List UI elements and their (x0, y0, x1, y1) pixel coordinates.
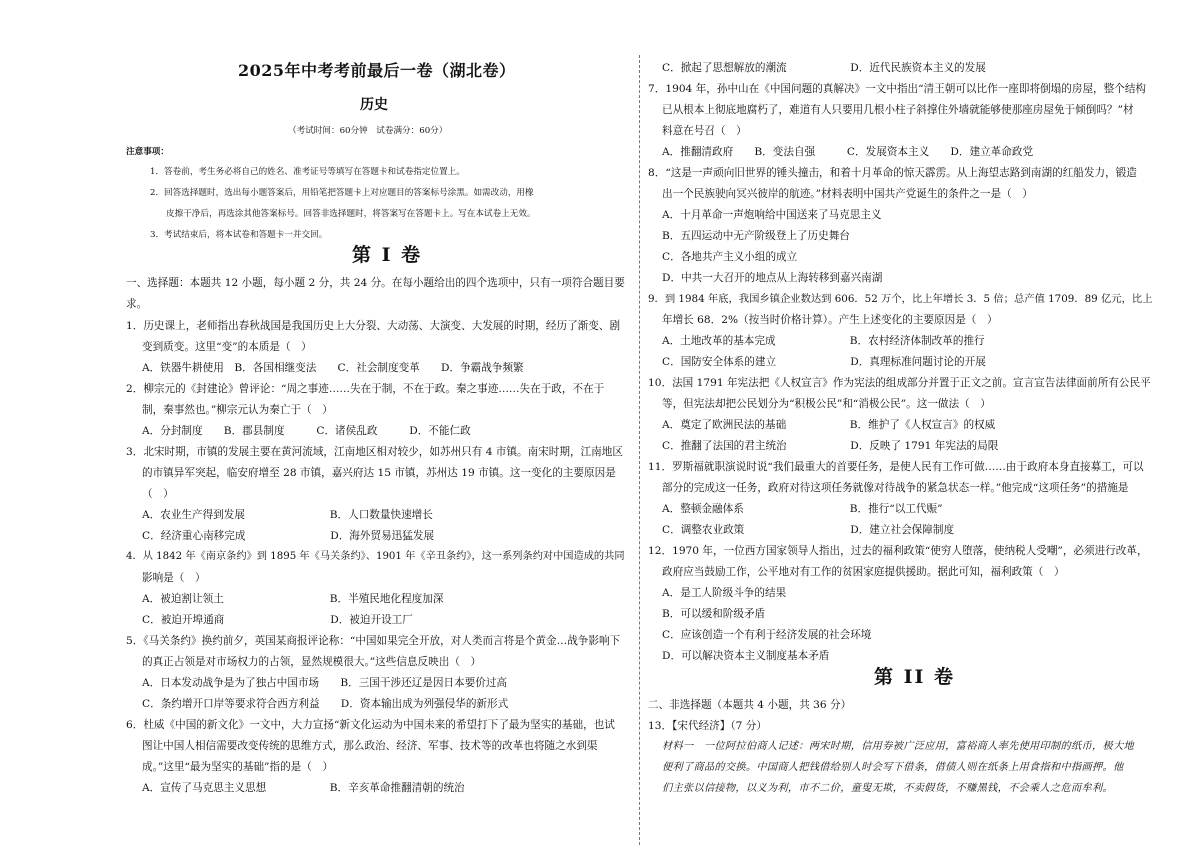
exam-subject: 历史 (360, 97, 388, 113)
q10-options: C．推翻了法国的君主统治 D．反映了 1791 年宪法的局限 (662, 440, 999, 452)
q1-stem: 1．历史课上，老师指出春秋战国是我国历史上大分裂、大动荡、大演变、大发展的时期，经历了渐变、剧 (126, 320, 621, 332)
q3-stem: 的市镇异军突起，临安府增至 28 市镇，嘉兴府达 15 市镇，苏州达 19 市镇。这一变化的主要原因是 (142, 467, 616, 479)
notice-item: 1．答卷前，考生务必将自己的姓名、准考证号等填写在答题卡和试卷指定位置上。 (150, 167, 465, 177)
q4-options: C．被迫开埠通商 D．被迫开设工厂 (142, 614, 413, 626)
part1-instruction: 求。 (126, 298, 148, 310)
q6-options: C．掀起了思想解放的潮流 D．近代民族资本主义的发展 (662, 62, 986, 74)
notice-item: 2．回答选择题时，选出每小题答案后，用铅笔把答题卡上对应题目的答案标号涂黑。如需改动，用橡 (150, 188, 534, 198)
q11-options: C．调整农业政策 D．建立社会保障制度 (662, 524, 955, 536)
q2-stem: 制，秦事然也。”柳宗元认为秦亡于（ ） (142, 404, 333, 416)
column-divider (639, 55, 640, 845)
q5-options: C．条约增开口岸等要求符合西方利益 D．资本输出成为列强侵华的新形式 (142, 698, 509, 710)
q10-stem: 10．法国 1791 年宪法把《人权宣言》作为宪法的组成部分并置于正文之前。宣言宣告法律面前所有公民平 (648, 377, 1151, 389)
q10-options: A．奠定了欧洲民法的基础 B．维护了《人权宣言》的权威 (662, 419, 996, 431)
q13-material: 便利了商品的交换。中国商人把钱借给别人时会写下借条，借债人则在纸条上用食指和中指画押。他 (662, 762, 1124, 773)
q13-material: 材料一 一位阿拉伯商人记述：两宋时期，信用券被广泛应用，富裕商人率先使用印制的纸币，极大地 (662, 741, 1134, 752)
q7-options: A．推翻清政府 B．变法自强 C．发展资本主义 D．建立革命政党 (662, 146, 1034, 158)
q8-stem: 8．“这是一声顽向旧世界的锤头撞击，和着十月革命的惊天霹雳。从上海望志路到南湖的红船发力，锻造 (648, 167, 1137, 179)
q9-options: A．土地改革的基本完成 B．农村经济体制改革的推行 (662, 335, 985, 347)
right-column (648, 0, 1158, 849)
q5-stem: 的真正占领是对市场权力的占领，显然规模很大。”这些信息反映出（ ） (142, 656, 482, 668)
part2-instruction: 二、非选择题（本题共 4 小题，共 36 分） (648, 699, 852, 711)
q7-stem: 7．1904 年，孙中山在《中国问题的真解决》一文中指出“清王朝可以比作一座即将倒塌的房屋，整个结构 (648, 83, 1147, 95)
q3-stem: （ ） (142, 488, 174, 500)
q3-stem: 3．北宋时期，市镇的发展主要在黄河流域，江南地区相对较少，如苏州只有 4 市镇。南宋时期，江南地区 (126, 446, 623, 458)
q7-stem: 料意在号召（ ） (662, 125, 747, 137)
q11-stem: 11．罗斯福就职演说时说“我们最重大的首要任务，是使人民有工作可做……由于政府本身直接募工，可以 (648, 461, 1144, 473)
exam-title: 2025年中考考前最后一卷（湖北卷） (238, 61, 516, 80)
q8-option: D．中共一大召开的地点从上海转移到嘉兴南湖 (662, 272, 883, 284)
q13-title: 13．【宋代经济】（7 分） (648, 720, 767, 732)
q6-stem: 成。”这里“最为坚实的基础”指的是（ ） (142, 761, 334, 773)
q2-options: A．分封制度 B．郡县制度 C．诸侯乱政 D．不能仁政 (142, 425, 471, 437)
q8-stem: 出一个民族驶向冥兴彼岸的航迹。”材料表明中国共产党诞生的条件之一是（ ） (662, 188, 1033, 200)
q1-options: A．铁器牛耕使用 B．各国相继变法 C．社会制度变革 D．争霸战争频繁 (142, 362, 524, 374)
q11-stem: 部分的完成这一任务，政府对待这项任务就像对待战争的紧急状态一样。”他完成“这项任务”的措施是 (662, 482, 1129, 494)
q4-stem: 影响是（ ） (142, 572, 206, 584)
q4-options: A．被迫割让领土 B．半殖民地化程度加深 (142, 593, 444, 605)
left-column (118, 0, 630, 849)
q9-options: C．国防安全体系的建立 D．真理标准问题讨论的开展 (662, 356, 986, 368)
notice-item: 3．考试结束后，将本试卷和答题卡一并交回。 (150, 230, 328, 240)
q6-options: A．宣传了马克思主义思想 B．辛亥革命推翻清朝的统治 (142, 782, 465, 794)
q12-option: D．可以解决资本主义制度基本矛盾 (662, 650, 830, 662)
q2-stem: 2．柳宗元的《封建论》曾评论：“周之事迹……失在于制，不在于政。秦之事迹……失在于政，不在于 (126, 383, 605, 395)
q12-option: B．可以缓和阶级矛盾 (662, 608, 766, 620)
q5-options: A．日本发动战争是为了独占中国市场 B．三国干涉还辽是因日本要价过高 (142, 677, 508, 689)
q8-option: B．五四运动中无产阶级登上了历史舞台 (662, 230, 850, 242)
part2-heading: 第 II 卷 (874, 666, 956, 688)
q6-stem: 6．杜威《中国的新文化》一文中，大力宣扬“新文化运动为中国未来的希望打下了最为坚实的基础，也试 (126, 719, 615, 731)
q3-options: A．农业生产得到发展 B．人口数量快速增长 (142, 509, 433, 521)
q12-option: C．应该创造一个有利于经济发展的社会环境 (662, 629, 872, 641)
q12-option: A．是工人阶级斗争的结果 (662, 587, 787, 599)
q7-stem: 已从根本上彻底地腐朽了，难道有人只要用几根小柱子斜撑住外墙就能够使那座房屋免于倾倒吗？”材 (662, 104, 1134, 116)
q4-stem: 4．从 1842 年《南京条约》到 1895 年《马关条约》、1901 年《辛丑条约》，这一系列条约对中国造成的共同 (126, 551, 625, 562)
part1-heading: 第 I 卷 (352, 244, 423, 266)
q8-option: C．各地共产主义小组的成立 (662, 251, 798, 263)
q1-stem: 变到质变。这里“变”的本质是（ ） (142, 341, 312, 353)
q11-options: A．整顿金融体系 B．推行“以工代赈” (662, 503, 943, 515)
q9-stem: 年增长 68．2%（按当时价格计算）。产生上述变化的主要原因是（ ） (662, 314, 998, 326)
q8-option: A．十月革命一声炮响给中国送来了马克思主义 (662, 209, 882, 221)
q9-stem: 9．到 1984 年底，我国乡镇企业数达到 606．52 万个，比上年增长 3．5 倍；总产值 1709．89 亿元，比上 (648, 293, 1153, 305)
q10-stem: 等，但宪法却把公民划分为“积极公民”和“消极公民”。这一做法（ ） (662, 398, 991, 410)
exam-info: （考试时间：60分钟 试卷满分：60分） (288, 126, 448, 136)
q5-stem: 5．《马关条约》换约前夕，英国某商报评论称：“中国如果完全开放，对人类而言将是个黄金…战争影响下 (126, 635, 621, 647)
q13-material: 们主张以信接物，以义为利，市不二价，童叟无欺，不卖假货，不赚黑钱，不会乘人之危而牟利。 (662, 783, 1113, 794)
q12-stem: 政府应当鼓励工作，公平地对有工作的贫困家庭提供援助。据此可知，福利政策（ ） (662, 566, 1065, 578)
notice-heading: 注意事项： (126, 147, 169, 157)
part1-instruction: 一、选择题：本题共 12 小题，每小题 2 分，共 24 分。在每小题给出的四个选项中，只有一项符合题目要 (126, 277, 625, 289)
q12-stem: 12．1970 年，一位西方国家领导人指出，过去的福利政策“使穷人堕落，使纳税人受嘲”，必须进行改革， (648, 545, 1148, 557)
q3-options: C．经济重心南移完成 D．海外贸易迅猛发展 (142, 530, 435, 542)
q6-stem: 图让中国人相信需要改变传统的思维方式，那么政治、经济、军事、技术等的改革也将随之水到渠 (142, 740, 598, 752)
notice-item: 皮擦干净后，再选涂其他答案标号。回答非选择题时，将答案写在答题卡上。写在本试卷上无效。 (166, 209, 536, 219)
